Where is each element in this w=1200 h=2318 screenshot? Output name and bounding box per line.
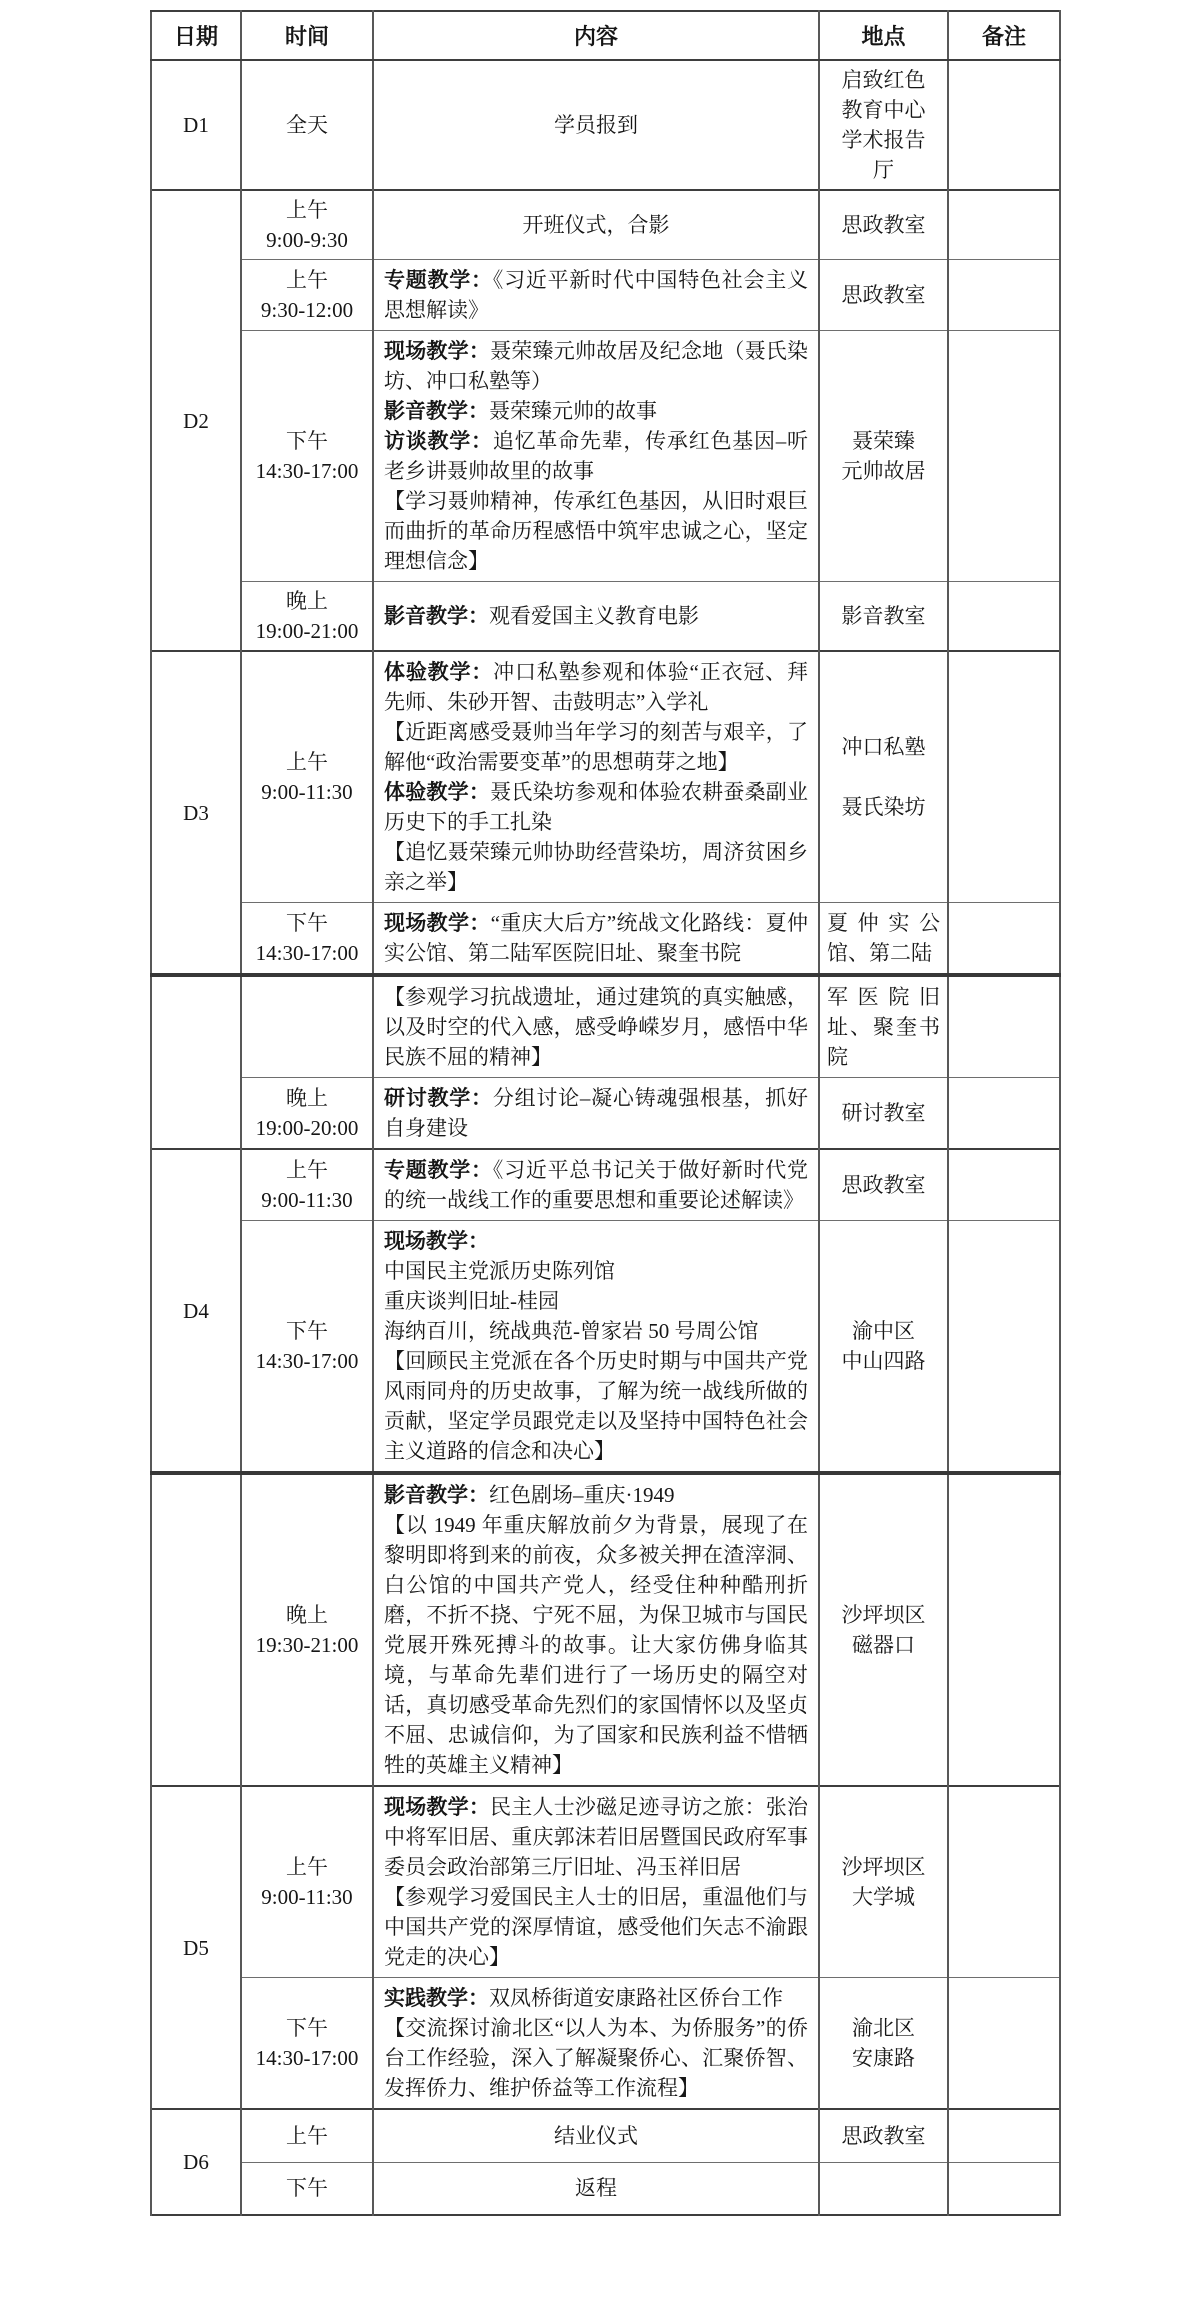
location-line: 渝中区 bbox=[852, 1319, 915, 1343]
time-cell bbox=[241, 1221, 373, 1474]
table-row bbox=[151, 1473, 1060, 1786]
content-text: 【以 1949 年重庆解放前夕为背景，展现了在黎明即将到来的前夜，众多被关押在渣滓洞、白公馆的中国共产党人，经受住种种酷刑折磨，不折不挠、宁死不屈，为保卫城市与国民党展开殊死搏斗的故事。让大家仿佛身临其境，与革命先辈们进行了一场历史的隔空对话，真切感受革命先烈们的家国情怀以及坚贞不屈、忠诚信仰，为了国家和民族利益不惜牺牲的英雄主义精神】 bbox=[384, 1513, 808, 1777]
time-line: 19:30-21:00 bbox=[255, 1633, 359, 1657]
location-line: 影音教室 bbox=[841, 604, 926, 628]
time-line: 19:00-20:00 bbox=[255, 1116, 359, 1140]
header-row bbox=[151, 11, 1060, 60]
table-row bbox=[151, 1221, 1060, 1474]
note-cell bbox=[948, 1221, 1060, 1474]
content-text: 《习近平总书记关于做好新时代党的统一战线工作的重要思想和重要论述解读》 bbox=[384, 1158, 809, 1212]
teaching-type-label: 体验教学： bbox=[384, 660, 494, 684]
content-cell bbox=[373, 331, 819, 582]
time-line: 下午 bbox=[286, 1319, 328, 1343]
time-cell bbox=[241, 331, 373, 582]
content-text: 分组讨论–凝心铸魂强根基，抓好自身建设 bbox=[384, 1086, 809, 1140]
teaching-type-label: 现场教学： bbox=[384, 1795, 491, 1819]
content-cell bbox=[373, 903, 819, 976]
time-cell bbox=[241, 1078, 373, 1150]
location-cell bbox=[819, 2109, 948, 2162]
note-cell bbox=[948, 975, 1060, 1078]
content-text: 【学习聂帅精神，传承红色基因，从旧时艰巨而曲折的革命历程感悟中筑牢忠诚之心，坚定理想信念】 bbox=[384, 489, 808, 573]
teaching-type-label: 影音教学： bbox=[384, 604, 489, 628]
location-line: 教育中心 bbox=[841, 98, 926, 122]
time-line: 下午 bbox=[286, 911, 328, 935]
location-line: 沙坪坝区 bbox=[841, 1603, 926, 1627]
content-paragraph bbox=[384, 1286, 808, 1316]
date-cell: D4 bbox=[151, 1149, 241, 1473]
time-cell bbox=[241, 1149, 373, 1221]
column-header: 备注 bbox=[948, 11, 1060, 60]
table-row bbox=[151, 651, 1060, 903]
date-cell: D1 bbox=[151, 60, 241, 190]
location-line: 启致红色 bbox=[841, 68, 926, 92]
content-cell bbox=[373, 2162, 819, 2215]
content-text: 冲口私塾参观和体验“正衣冠、拜先师、朱砂开智、击鼓明志”入学礼 bbox=[384, 660, 808, 714]
content-paragraph bbox=[384, 601, 808, 631]
location-cell bbox=[819, 60, 948, 190]
note-cell bbox=[948, 190, 1060, 260]
content-text: 【交流探讨渝北区“以人为本、为侨服务”的侨台工作经验，深入了解凝聚侨心、汇聚侨智、发挥侨力、维护侨益等工作流程】 bbox=[384, 2016, 808, 2100]
location-cell bbox=[819, 1078, 948, 1150]
time-line: 上午 bbox=[286, 750, 328, 774]
time-line: 上午 bbox=[286, 1855, 328, 1879]
time-line: 14:30-17:00 bbox=[255, 459, 359, 483]
location-line: 渝北区 bbox=[852, 2016, 915, 2040]
time-cell bbox=[241, 903, 373, 976]
teaching-type-label: 现场教学： bbox=[384, 911, 491, 935]
table-row bbox=[151, 60, 1060, 190]
teaching-type-label: 专题教学： bbox=[384, 268, 493, 292]
content-text: 【参观学习抗战遗址，通过建筑的真实触感，以及时空的代入感，感受峥嵘岁月，感悟中华民族不屈的精神】 bbox=[384, 985, 808, 1069]
content-paragraph bbox=[378, 210, 814, 240]
content-paragraph bbox=[384, 1882, 808, 1972]
content-paragraph bbox=[384, 1316, 808, 1346]
content-text: “重庆大后方”统战文化路线：夏仲实公馆、第二陆军医院旧址、聚奎书院 bbox=[384, 911, 809, 965]
date-cell: D2 bbox=[151, 190, 241, 651]
table-body bbox=[151, 60, 1060, 2215]
content-paragraph bbox=[384, 336, 808, 396]
content-text: 【追忆聂荣臻元帅协助经营染坊，周济贫困乡亲之举】 bbox=[384, 840, 808, 894]
content-paragraph bbox=[384, 982, 808, 1072]
content-text: 【回顾民主党派在各个历史时期与中国共产党风雨同舟的历史故事，了解为统一战线所做的贡献，坚定学员跟党走以及坚持中国特色社会主义道路的信念和决心】 bbox=[384, 1349, 808, 1463]
location-line: 中山四路 bbox=[841, 1349, 926, 1373]
content-paragraph bbox=[384, 486, 808, 576]
content-paragraph bbox=[384, 717, 808, 777]
location-cell bbox=[819, 1978, 948, 2110]
note-cell bbox=[948, 1149, 1060, 1221]
content-cell bbox=[373, 1978, 819, 2110]
location-line: 思政教室 bbox=[841, 1173, 926, 1197]
teaching-type-label: 影音教学： bbox=[384, 1483, 489, 1507]
content-paragraph bbox=[384, 1792, 808, 1882]
time-line: 晚上 bbox=[286, 589, 328, 613]
content-text: 结业仪式 bbox=[554, 2123, 638, 2148]
content-paragraph bbox=[378, 2173, 814, 2203]
time-line: 14:30-17:00 bbox=[255, 2046, 359, 2070]
note-cell bbox=[948, 1078, 1060, 1150]
column-header: 日期 bbox=[151, 11, 241, 60]
content-text: 返程 bbox=[575, 2176, 617, 2201]
date-cell: D6 bbox=[151, 2109, 241, 2215]
time-cell bbox=[241, 260, 373, 331]
content-text: 观看爱国主义教育电影 bbox=[489, 604, 699, 628]
content-cell bbox=[373, 60, 819, 190]
note-cell bbox=[948, 2109, 1060, 2162]
content-text: 追忆革命先辈，传承红色基因–听老乡讲聂帅故里的故事 bbox=[384, 429, 809, 483]
time-cell bbox=[241, 1473, 373, 1786]
location-line: 厅 bbox=[873, 158, 894, 182]
location-cell bbox=[819, 2162, 948, 2215]
note-cell bbox=[948, 60, 1060, 190]
date-cell: D5 bbox=[151, 1786, 241, 2109]
document-page bbox=[0, 10, 1200, 2318]
time-line: 9:00-9:30 bbox=[266, 228, 348, 252]
table-header bbox=[151, 11, 1060, 60]
time-cell bbox=[241, 1786, 373, 1978]
location-line: 聂氏染坊 bbox=[841, 795, 926, 819]
content-paragraph bbox=[384, 1346, 808, 1466]
teaching-type-label: 专题教学： bbox=[384, 1158, 493, 1182]
table-row bbox=[151, 190, 1060, 260]
location-line: 址、聚奎书 bbox=[827, 1015, 940, 1039]
location-cell bbox=[819, 582, 948, 652]
table-row bbox=[151, 260, 1060, 331]
note-cell bbox=[948, 651, 1060, 903]
time-line: 晚上 bbox=[286, 1086, 328, 1110]
content-cell bbox=[373, 1078, 819, 1150]
note-cell bbox=[948, 1786, 1060, 1978]
content-paragraph bbox=[384, 426, 808, 486]
location-cell bbox=[819, 975, 948, 1078]
content-text: 《习近平新时代中国特色社会主义思想解读》 bbox=[384, 268, 809, 322]
teaching-type-label: 实践教学： bbox=[384, 1986, 489, 2010]
time-line: 下午 bbox=[286, 429, 328, 453]
location-line: 磁器口 bbox=[852, 1633, 915, 1657]
location-line: 院 bbox=[827, 1045, 848, 1069]
content-paragraph bbox=[384, 396, 808, 426]
content-paragraph bbox=[384, 908, 808, 968]
time-cell bbox=[241, 2162, 373, 2215]
time-cell bbox=[241, 582, 373, 652]
column-header: 时间 bbox=[241, 11, 373, 60]
location-line: 思政教室 bbox=[841, 213, 926, 237]
location-line: 思政教室 bbox=[841, 2123, 926, 2148]
location-line: 学术报告 bbox=[841, 128, 926, 152]
content-text: 学员报到 bbox=[554, 113, 638, 137]
location-cell bbox=[819, 190, 948, 260]
note-cell bbox=[948, 903, 1060, 976]
content-paragraph bbox=[384, 2013, 808, 2103]
content-text: 聂氏染坊参观和体验农耕蚕桑副业历史下的手工扎染 bbox=[384, 780, 809, 834]
location-cell bbox=[819, 651, 948, 903]
column-header: 地点 bbox=[819, 11, 948, 60]
time-cell bbox=[241, 651, 373, 903]
time-cell bbox=[241, 190, 373, 260]
time-line: 下午 bbox=[286, 2016, 328, 2040]
content-paragraph bbox=[384, 1083, 808, 1143]
content-paragraph bbox=[384, 657, 808, 717]
time-line: 下午 bbox=[286, 2176, 328, 2201]
time-line: 晚上 bbox=[286, 1603, 328, 1627]
note-cell bbox=[948, 2162, 1060, 2215]
table-row bbox=[151, 582, 1060, 652]
teaching-type-label: 访谈教学： bbox=[384, 429, 493, 453]
table-row bbox=[151, 903, 1060, 976]
time-line: 上午 bbox=[286, 198, 328, 222]
table-row bbox=[151, 1978, 1060, 2110]
teaching-type-label: 体验教学： bbox=[384, 780, 491, 804]
time-line: 19:00-21:00 bbox=[255, 619, 359, 643]
teaching-type-label: 现场教学： bbox=[384, 1229, 489, 1253]
table-row bbox=[151, 331, 1060, 582]
content-cell bbox=[373, 1149, 819, 1221]
content-text: 红色剧场–重庆·1949 bbox=[489, 1483, 675, 1507]
location-line: 聂荣臻 bbox=[852, 429, 915, 453]
content-text: 开班仪式，合影 bbox=[522, 213, 670, 237]
content-paragraph bbox=[378, 110, 814, 140]
time-cell bbox=[241, 60, 373, 190]
content-cell bbox=[373, 1786, 819, 1978]
table-row bbox=[151, 1786, 1060, 1978]
content-paragraph bbox=[384, 777, 808, 837]
table-row bbox=[151, 1149, 1060, 1221]
content-paragraph bbox=[384, 1155, 808, 1215]
time-line: 9:00-11:30 bbox=[261, 780, 353, 804]
teaching-type-label: 研讨教学： bbox=[384, 1086, 493, 1110]
content-paragraph bbox=[384, 1256, 808, 1286]
table-row bbox=[151, 975, 1060, 1078]
table-row bbox=[151, 2162, 1060, 2215]
content-cell bbox=[373, 582, 819, 652]
location-line: 大学城 bbox=[852, 1885, 915, 1909]
location-line: 安康路 bbox=[852, 2046, 915, 2070]
location-cell bbox=[819, 1149, 948, 1221]
content-text: 【参观学习爱国民主人士的旧居，重温他们与中国共产党的深厚情谊，感受他们矢志不渝跟党走的决心】 bbox=[384, 1885, 808, 1969]
content-paragraph bbox=[384, 1510, 808, 1780]
content-paragraph bbox=[384, 265, 808, 325]
location-line: 馆、第二陆 bbox=[827, 941, 932, 965]
location-line: 沙坪坝区 bbox=[841, 1855, 926, 1879]
date-cell bbox=[151, 975, 241, 1149]
location-cell bbox=[819, 903, 948, 976]
time-line: 全天 bbox=[286, 113, 328, 137]
content-text: 聂荣臻元帅故居及纪念地（聂氏染坊、冲口私塾等） bbox=[384, 339, 809, 393]
location-line: 元帅故居 bbox=[841, 459, 926, 483]
time-line: 上午 bbox=[286, 2123, 328, 2148]
location-line bbox=[827, 762, 940, 792]
location-line: 军医院旧 bbox=[827, 985, 940, 1009]
location-line: 研讨教室 bbox=[841, 1101, 926, 1125]
time-line: 14:30-17:00 bbox=[255, 941, 359, 965]
location-cell bbox=[819, 1221, 948, 1474]
time-line: 上午 bbox=[286, 268, 328, 292]
location-line: 冲口私塾 bbox=[841, 735, 926, 759]
column-header: 内容 bbox=[373, 11, 819, 60]
location-cell bbox=[819, 331, 948, 582]
time-line: 9:00-11:30 bbox=[261, 1188, 353, 1212]
table-row bbox=[151, 2109, 1060, 2162]
time-cell bbox=[241, 2109, 373, 2162]
date-cell bbox=[151, 1473, 241, 1786]
note-cell bbox=[948, 331, 1060, 582]
content-paragraph bbox=[384, 1226, 808, 1256]
table-row bbox=[151, 1078, 1060, 1150]
location-line: 夏仲实公 bbox=[827, 911, 940, 935]
time-line: 9:30-12:00 bbox=[260, 298, 354, 322]
content-text: 民主人士沙磁足迹寻访之旅：张治中将军旧居、重庆郭沫若旧居暨国民政府军事委员会政治部第三厅旧址、冯玉祥旧居 bbox=[384, 1795, 809, 1879]
note-cell bbox=[948, 582, 1060, 652]
teaching-type-label: 影音教学： bbox=[384, 399, 489, 423]
content-paragraph bbox=[384, 837, 808, 897]
note-cell bbox=[948, 260, 1060, 331]
content-cell bbox=[373, 1473, 819, 1786]
time-line: 14:30-17:00 bbox=[255, 1349, 359, 1373]
note-cell bbox=[948, 1473, 1060, 1786]
content-text: 双凤桥街道安康路社区侨台工作 bbox=[489, 1986, 783, 2010]
time-line bbox=[245, 1012, 369, 1042]
content-cell bbox=[373, 2109, 819, 2162]
content-paragraph bbox=[384, 1480, 808, 1510]
content-cell bbox=[373, 260, 819, 331]
content-text: 海纳百川，统战典范-曾家岩 50 号周公馆 bbox=[384, 1319, 759, 1343]
content-text: 聂荣臻元帅的故事 bbox=[489, 399, 657, 423]
content-paragraph bbox=[384, 1983, 808, 2013]
time-line: 上午 bbox=[286, 1158, 328, 1182]
time-cell bbox=[241, 1978, 373, 2110]
content-text: 【近距离感受聂帅当年学习的刻苦与艰辛，了解他“政治需要变革”的思想萌芽之地】 bbox=[384, 720, 808, 774]
content-cell bbox=[373, 975, 819, 1078]
location-cell bbox=[819, 1786, 948, 1978]
content-text: 重庆谈判旧址-桂园 bbox=[384, 1289, 559, 1313]
location-cell bbox=[819, 260, 948, 331]
content-text: 中国民主党派历史陈列馆 bbox=[384, 1259, 615, 1283]
note-cell bbox=[948, 1978, 1060, 2110]
time-cell bbox=[241, 975, 373, 1078]
location-cell bbox=[819, 1473, 948, 1786]
schedule-table bbox=[150, 10, 1061, 2216]
content-cell bbox=[373, 1221, 819, 1474]
time-line: 9:00-11:30 bbox=[261, 1885, 353, 1909]
content-cell bbox=[373, 651, 819, 903]
location-line: 思政教室 bbox=[841, 283, 926, 307]
content-cell bbox=[373, 190, 819, 260]
date-cell: D3 bbox=[151, 651, 241, 975]
content-paragraph bbox=[378, 2121, 814, 2151]
teaching-type-label: 现场教学： bbox=[384, 339, 491, 363]
